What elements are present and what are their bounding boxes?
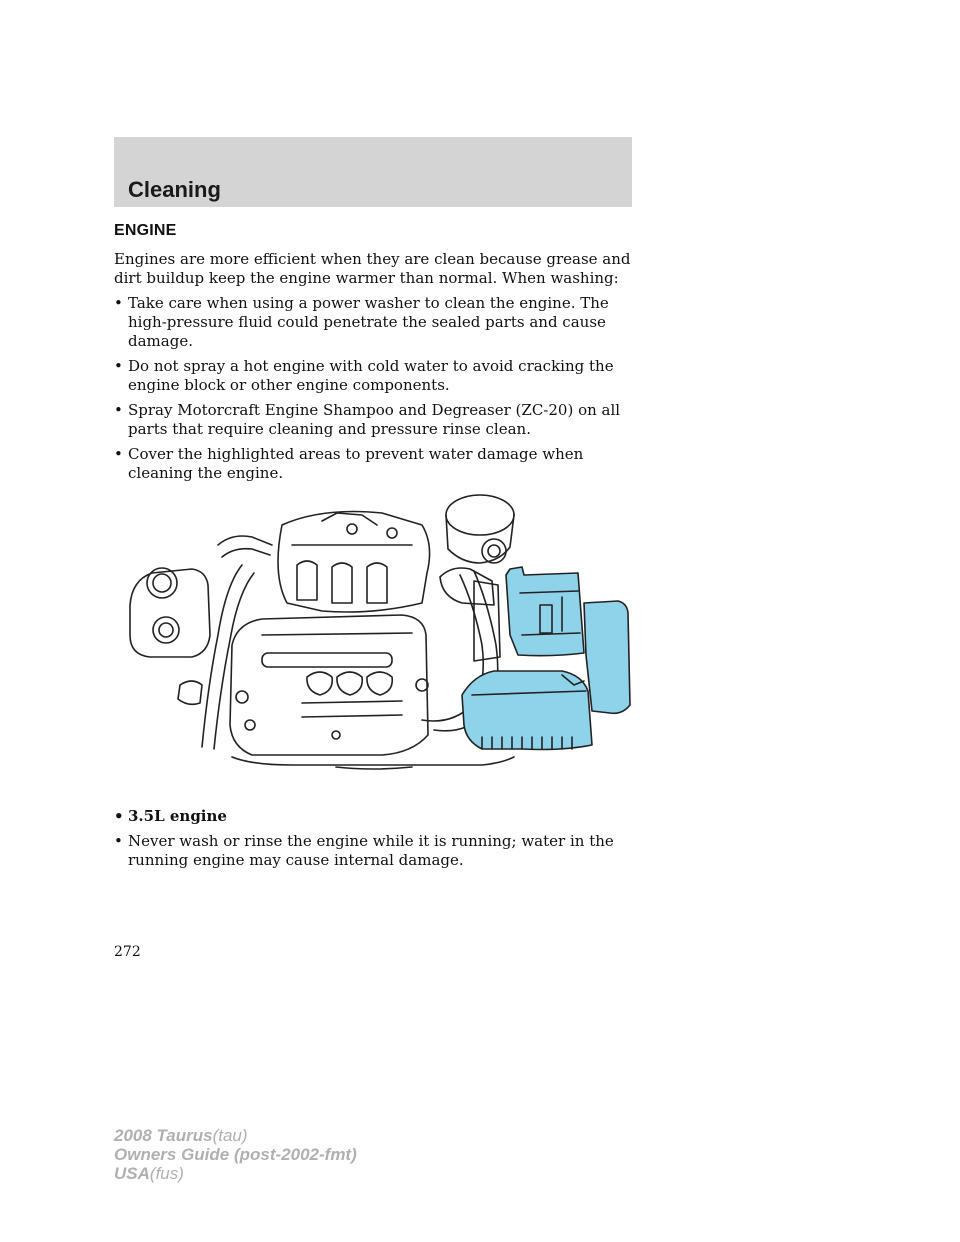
- document-footer: [114, 1126, 357, 1183]
- chapter-header-band: [114, 137, 632, 207]
- list-item-text: Do not spray a hot engine with cold water to avoid cracking the engine block or other engine components.: [128, 357, 614, 394]
- list-item-text: Take care when using a power washer to clean the engine. The high-pressure fluid could penetrate the sealed parts and cause damage.: [128, 294, 609, 350]
- bullet-icon: •: [114, 832, 123, 850]
- intake-manifold: [278, 512, 430, 613]
- engine-illustration: [122, 485, 642, 775]
- intro-paragraph: Engines are more efficient when they are clean because grease and dirt buildup keep the engine warmer than normal. When washing:: [114, 250, 631, 287]
- engine-base-detail: [336, 767, 412, 769]
- figure-caption-item: [114, 807, 634, 826]
- footer-model: 2008 Taurus: [114, 1126, 213, 1145]
- valve-cover: [230, 615, 428, 755]
- page-number: 272: [114, 944, 141, 960]
- footer-line-3: [114, 1164, 357, 1183]
- list-item-text: Never wash or rinse the engine while it is running; water in the running engine may cause internal damage.: [128, 832, 614, 869]
- list-item: [114, 294, 634, 351]
- air-filter-box: [462, 671, 592, 750]
- lower-list: [114, 807, 634, 870]
- list-item-text: Spray Motorcraft Engine Shampoo and Degreaser (ZC-20) on all parts that require cleaning and pressure rinse clean.: [128, 401, 621, 438]
- washing-tips-list: [114, 294, 634, 483]
- engine-drawing: [122, 485, 642, 775]
- bullet-icon: •: [114, 807, 124, 825]
- list-item: [114, 401, 634, 439]
- section-heading: ENGINE: [114, 222, 177, 239]
- chapter-title: Cleaning: [128, 177, 221, 202]
- coolant-reservoir: [130, 568, 210, 704]
- list-item: [114, 357, 634, 395]
- bullet-icon: •: [114, 357, 123, 375]
- footer-line-2: [114, 1145, 357, 1164]
- footer-model-code: (tau): [212, 1126, 248, 1145]
- footer-guide: Owners Guide (post-2002-fmt): [114, 1145, 357, 1164]
- footer-market-code: (fus): [149, 1164, 184, 1183]
- list-item-text: Cover the highlighted areas to prevent water damage when cleaning the engine.: [128, 445, 584, 482]
- lower-content: [114, 807, 634, 876]
- hoses: [202, 536, 498, 749]
- figure-caption: 3.5L engine: [128, 807, 227, 825]
- list-item: [114, 832, 634, 870]
- footer-line-1: [114, 1126, 357, 1145]
- list-item: [114, 445, 634, 483]
- bullet-icon: •: [114, 445, 123, 463]
- main-content: [114, 222, 634, 489]
- footer-market: USA: [114, 1164, 150, 1183]
- bullet-icon: •: [114, 294, 123, 312]
- bullet-icon: •: [114, 401, 123, 419]
- engine-base-outline: [232, 757, 514, 765]
